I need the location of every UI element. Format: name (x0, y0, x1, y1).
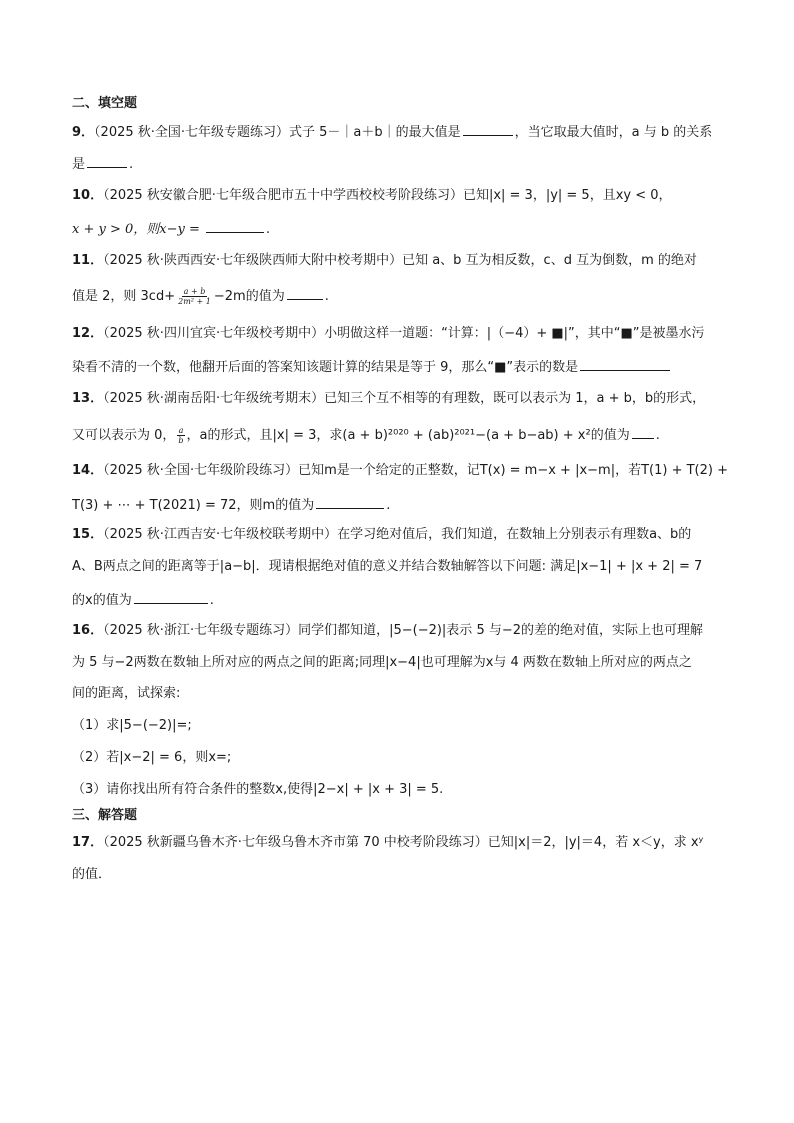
answer-blank[interactable] (580, 356, 670, 371)
question-number: 13． (72, 391, 104, 406)
question-text: 是 (72, 157, 86, 172)
question-text: . (129, 157, 134, 172)
question-text: 为 5 与−2两数在数轴上所对应的两点之间的距离;同理|x−4|也可理解为x与 4 两数在数轴上所对应的两点之 (72, 655, 692, 670)
answer-blank[interactable] (463, 121, 513, 136)
fraction (176, 426, 185, 445)
sub-question-text: （1）求|5−(−2)|=; (72, 718, 192, 733)
answer-blank[interactable] (134, 589, 208, 604)
question-number: 14． (72, 463, 104, 478)
question-number: 15． (72, 527, 104, 542)
question-9-line-1 (72, 121, 730, 143)
fraction (176, 287, 213, 306)
question-12-line-2 (72, 356, 730, 378)
question-11-line-1 (72, 251, 730, 271)
question-16-sub-3 (72, 780, 730, 800)
question-text: T(3) + ⋯ + T(2021) = 72，则m的值为 (72, 498, 315, 513)
question-text: （2025 秋安徽合肥·七年级合肥市五十中学西校校考阶段练习）已知|x| = 3，|y| = 5，且xy < 0， (103, 188, 672, 203)
question-text: 的x的值为 (72, 593, 132, 608)
question-text: （2025 秋新疆乌鲁木齐·七年级乌鲁木齐市第 70 中校考阶段练习）已知|x|＝2，|y|＝4，若 x＜y，求 xʸ (103, 835, 704, 850)
question-15-line-1 (72, 525, 730, 545)
question-text: ，a的形式，且|x| = 3，求(a + b)²⁰²⁰ + (ab)²⁰²¹−(a + b−ab) + x²的值为 (186, 428, 630, 443)
question-text: 的值． (72, 867, 112, 882)
section-title-answer (72, 806, 730, 826)
fraction-denominator: 2m² + 1 (178, 297, 211, 306)
question-text: （2025 秋·全国·七年级专题练习）式子 5－｜a＋b｜的最大值是 (94, 125, 461, 140)
sub-question-text: （2）若|x−2| = 6，则x=; (72, 750, 232, 765)
question-text: （2025 秋·江西吉安·七年级校联考期中）在学习绝对值后，我们知道，在数轴上分别表示有理数a、b的 (103, 527, 692, 542)
question-16-line-2 (72, 653, 730, 673)
question-15-line-3 (72, 589, 730, 611)
question-10-line-2 (72, 218, 730, 240)
question-16-sub-2 (72, 748, 730, 768)
answer-blank[interactable] (316, 494, 384, 509)
question-text: x + y > 0，则x−y = (72, 222, 204, 237)
question-13-line-1 (72, 389, 730, 409)
question-16-line-3 (72, 684, 730, 704)
fraction-denominator: b (178, 436, 184, 445)
fraction-numerator: a (178, 426, 184, 435)
section-heading: 三、解答题 (72, 808, 138, 823)
question-10-line-1 (72, 186, 730, 206)
answer-blank[interactable] (87, 153, 127, 168)
question-text: . (386, 498, 391, 513)
question-13-line-2 (72, 424, 730, 446)
question-text: （2025 秋·湖南岳阳·七年级统考期末）已知三个互不相等的有理数，既可以表示为 1，a + b，b的形式， (103, 391, 706, 406)
section-heading: 二、填空题 (72, 96, 138, 111)
question-number: 12． (72, 326, 104, 341)
question-text: . (324, 289, 329, 304)
question-text: . (655, 428, 660, 443)
question-number: 17． (72, 835, 104, 850)
question-text: （2025 秋·浙江·七年级专题练习）同学们都知道，|5−(−2)|表示 5 与−2的差的绝对值，实际上也可理解 (103, 623, 704, 638)
answer-blank[interactable] (206, 218, 264, 233)
question-text: 又可以表示为 0， (72, 428, 176, 443)
question-9-line-2 (72, 153, 730, 175)
section-title-fill-in (72, 94, 730, 114)
fraction-numerator: a + b (183, 287, 206, 296)
question-14-line-1 (72, 461, 730, 481)
sub-question-text: （3）请你找出所有符合条件的整数x,使得|2−x| + |x + 3| = 5. (72, 782, 444, 797)
question-number: 16． (72, 623, 104, 638)
question-text: （2025 秋·全国·七年级阶段练习）已知m是一个给定的正整数，记T(x) = m−x + |x−m|，若T(1) + T(2) + (103, 463, 728, 478)
question-number: 10． (72, 188, 104, 203)
question-text: −2m的值为 (213, 289, 285, 304)
question-16-line-1 (72, 621, 730, 641)
question-text: （2025 秋·陕西西安·七年级陕西师大附中校考期中）已知 a、b 互为相反数，c、d 互为倒数，m 的绝对 (103, 253, 697, 268)
answer-blank[interactable] (632, 424, 654, 439)
question-14-line-2 (72, 494, 730, 516)
question-text: ，当它取最大值时，a 与 b 的关系 (514, 125, 713, 140)
question-number: 11． (72, 253, 104, 268)
question-number: 9． (72, 125, 95, 140)
question-17-line-1 (72, 833, 730, 853)
question-16-sub-1 (72, 716, 730, 736)
question-text: . (209, 593, 214, 608)
question-text: A、B两点之间的距离等于|a−b|．现请根据绝对值的意义并结合数轴解答以下问题: 满足|x−1| + |x + 2| = 7 (72, 559, 703, 574)
question-17-line-2 (72, 865, 730, 885)
question-text: 间的距离，试探索: (72, 686, 181, 701)
question-text: . (266, 222, 271, 237)
answer-blank[interactable] (287, 285, 323, 300)
question-text: 值是 2，则 3cd+ (72, 289, 176, 304)
question-text: （2025 秋·四川宜宾·七年级校考期中）小明做这样一道题：“计算：|（−4）+ ■|”，其中“■”是被墨水污 (103, 326, 705, 341)
question-text: 染看不清的一个数，他翻开后面的答案知该题计算的结果是等于 9，那么“■”表示的数是 (72, 360, 579, 375)
question-11-line-2 (72, 285, 730, 307)
question-12-line-1 (72, 324, 730, 344)
question-15-line-2 (72, 557, 730, 577)
